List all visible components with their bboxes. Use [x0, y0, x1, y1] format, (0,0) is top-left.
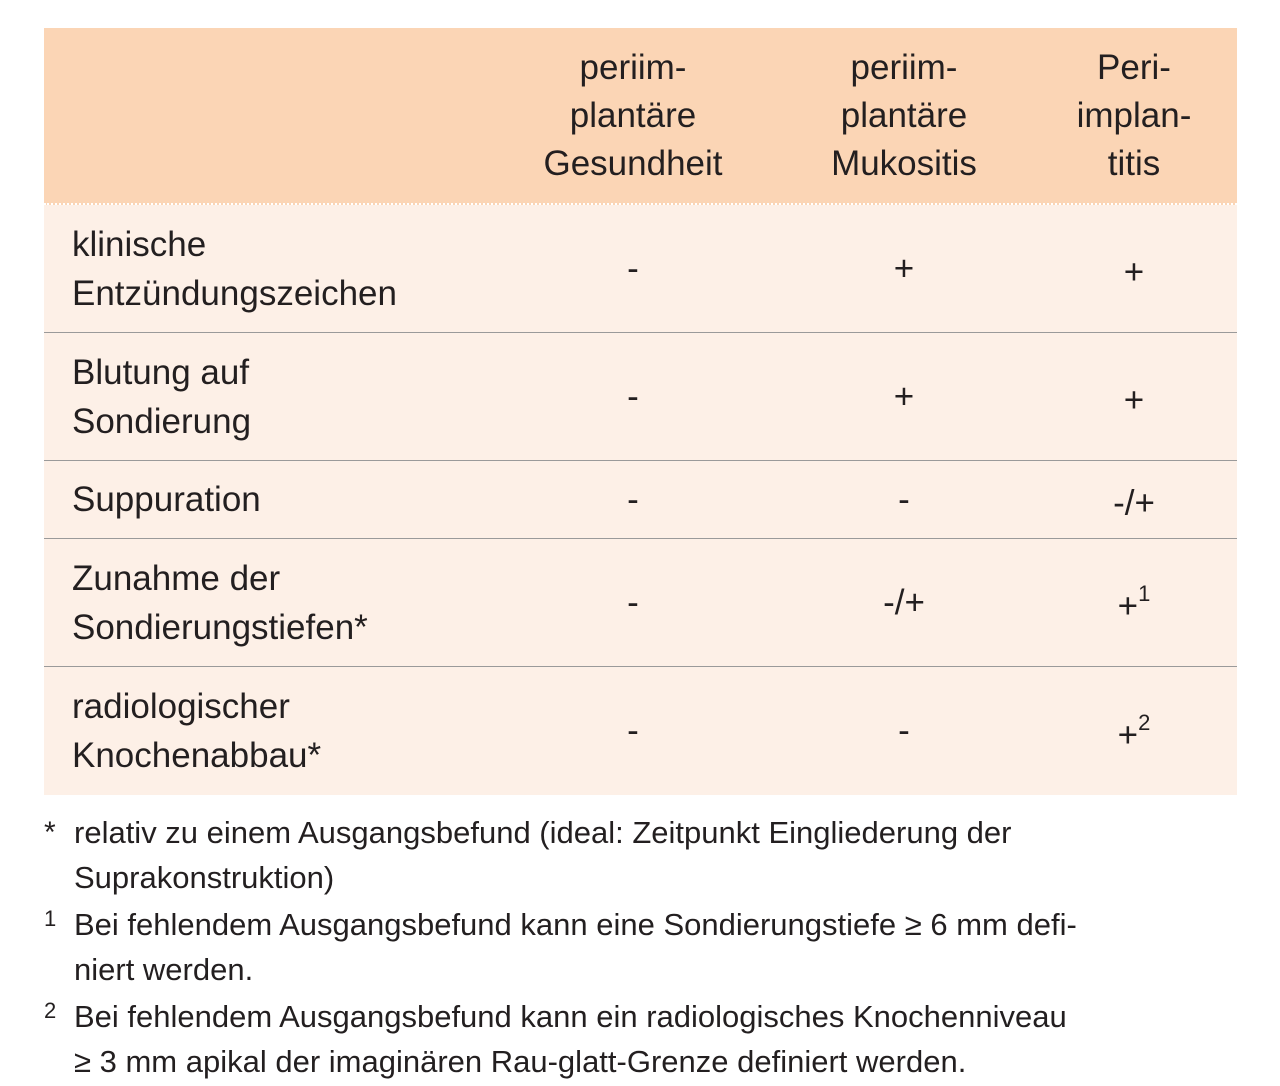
footnote-text: Bei fehlendem Ausgangsbefund kann eine Sondierungstiefe ≥ 6 mm defi- niert werden. — [74, 907, 1077, 987]
value-mucositis: + — [893, 248, 915, 288]
table-row — [44, 539, 1237, 667]
row-label: Zunahme der Sondierungstiefen* — [72, 558, 368, 647]
value-health: - — [627, 479, 639, 519]
value-text: + — [1123, 380, 1145, 420]
footnote-1 — [44, 902, 1237, 992]
value-periimplantitis — [1031, 578, 1237, 627]
table-row — [44, 205, 1237, 333]
value-footnote-ref: 2 — [1138, 709, 1151, 735]
value-periimplantitis — [1031, 475, 1237, 524]
footnote-mark: 2 — [44, 998, 57, 1023]
footnote-mark: 1 — [44, 906, 57, 931]
footnotes — [44, 810, 1237, 1086]
value-health: - — [627, 376, 639, 416]
row-label: Blutung auf Sondierung — [72, 352, 252, 441]
table-header-row — [44, 28, 1237, 205]
value-text: + — [1117, 586, 1139, 626]
value-periimplantitis — [1031, 372, 1237, 421]
value-footnote-ref: 1 — [1138, 581, 1151, 607]
value-text: + — [1117, 715, 1139, 755]
footnote-asterisk — [44, 810, 1237, 900]
header-periimplant-mucositis: periim- plantäre Mukositis — [831, 47, 977, 183]
value-text: + — [1123, 252, 1145, 292]
footnote-text: relativ zu einem Ausgangsbefund (ideal: Zeitpunkt Eingliederung der Suprakonstruktion) — [74, 815, 1012, 895]
header-periimplantitis: Peri- implan- titis — [1076, 47, 1192, 183]
value-mucositis: - — [898, 479, 910, 519]
findings-table — [44, 28, 1237, 795]
row-label: radiologischer Knochenabbau* — [72, 687, 322, 775]
value-mucositis: + — [893, 376, 915, 416]
row-label: Suppuration — [72, 480, 261, 519]
footnote-text: Bei fehlendem Ausgangsbefund kann ein radiologisches Knochenniveau ≥ 3 mm apikal der imaginären Rau-glatt-Grenze definiert werden. — [74, 999, 1067, 1079]
value-health: - — [627, 711, 639, 750]
table-row — [44, 461, 1237, 539]
value-mucositis: - — [898, 711, 910, 750]
value-mucositis: -/+ — [883, 582, 925, 622]
value-health: - — [627, 248, 639, 288]
value-periimplantitis — [1031, 244, 1237, 293]
footnote-mark: * — [44, 816, 56, 849]
header-periimplant-health: periim- plantäre Gesundheit — [543, 47, 723, 183]
table-row — [44, 333, 1237, 461]
value-periimplantitis — [1031, 707, 1237, 756]
table-row — [44, 667, 1237, 795]
footnote-2 — [44, 994, 1237, 1084]
value-text: -/+ — [1113, 483, 1155, 523]
row-label: klinische Entzündungszeichen — [72, 224, 397, 313]
value-health: - — [627, 582, 639, 622]
